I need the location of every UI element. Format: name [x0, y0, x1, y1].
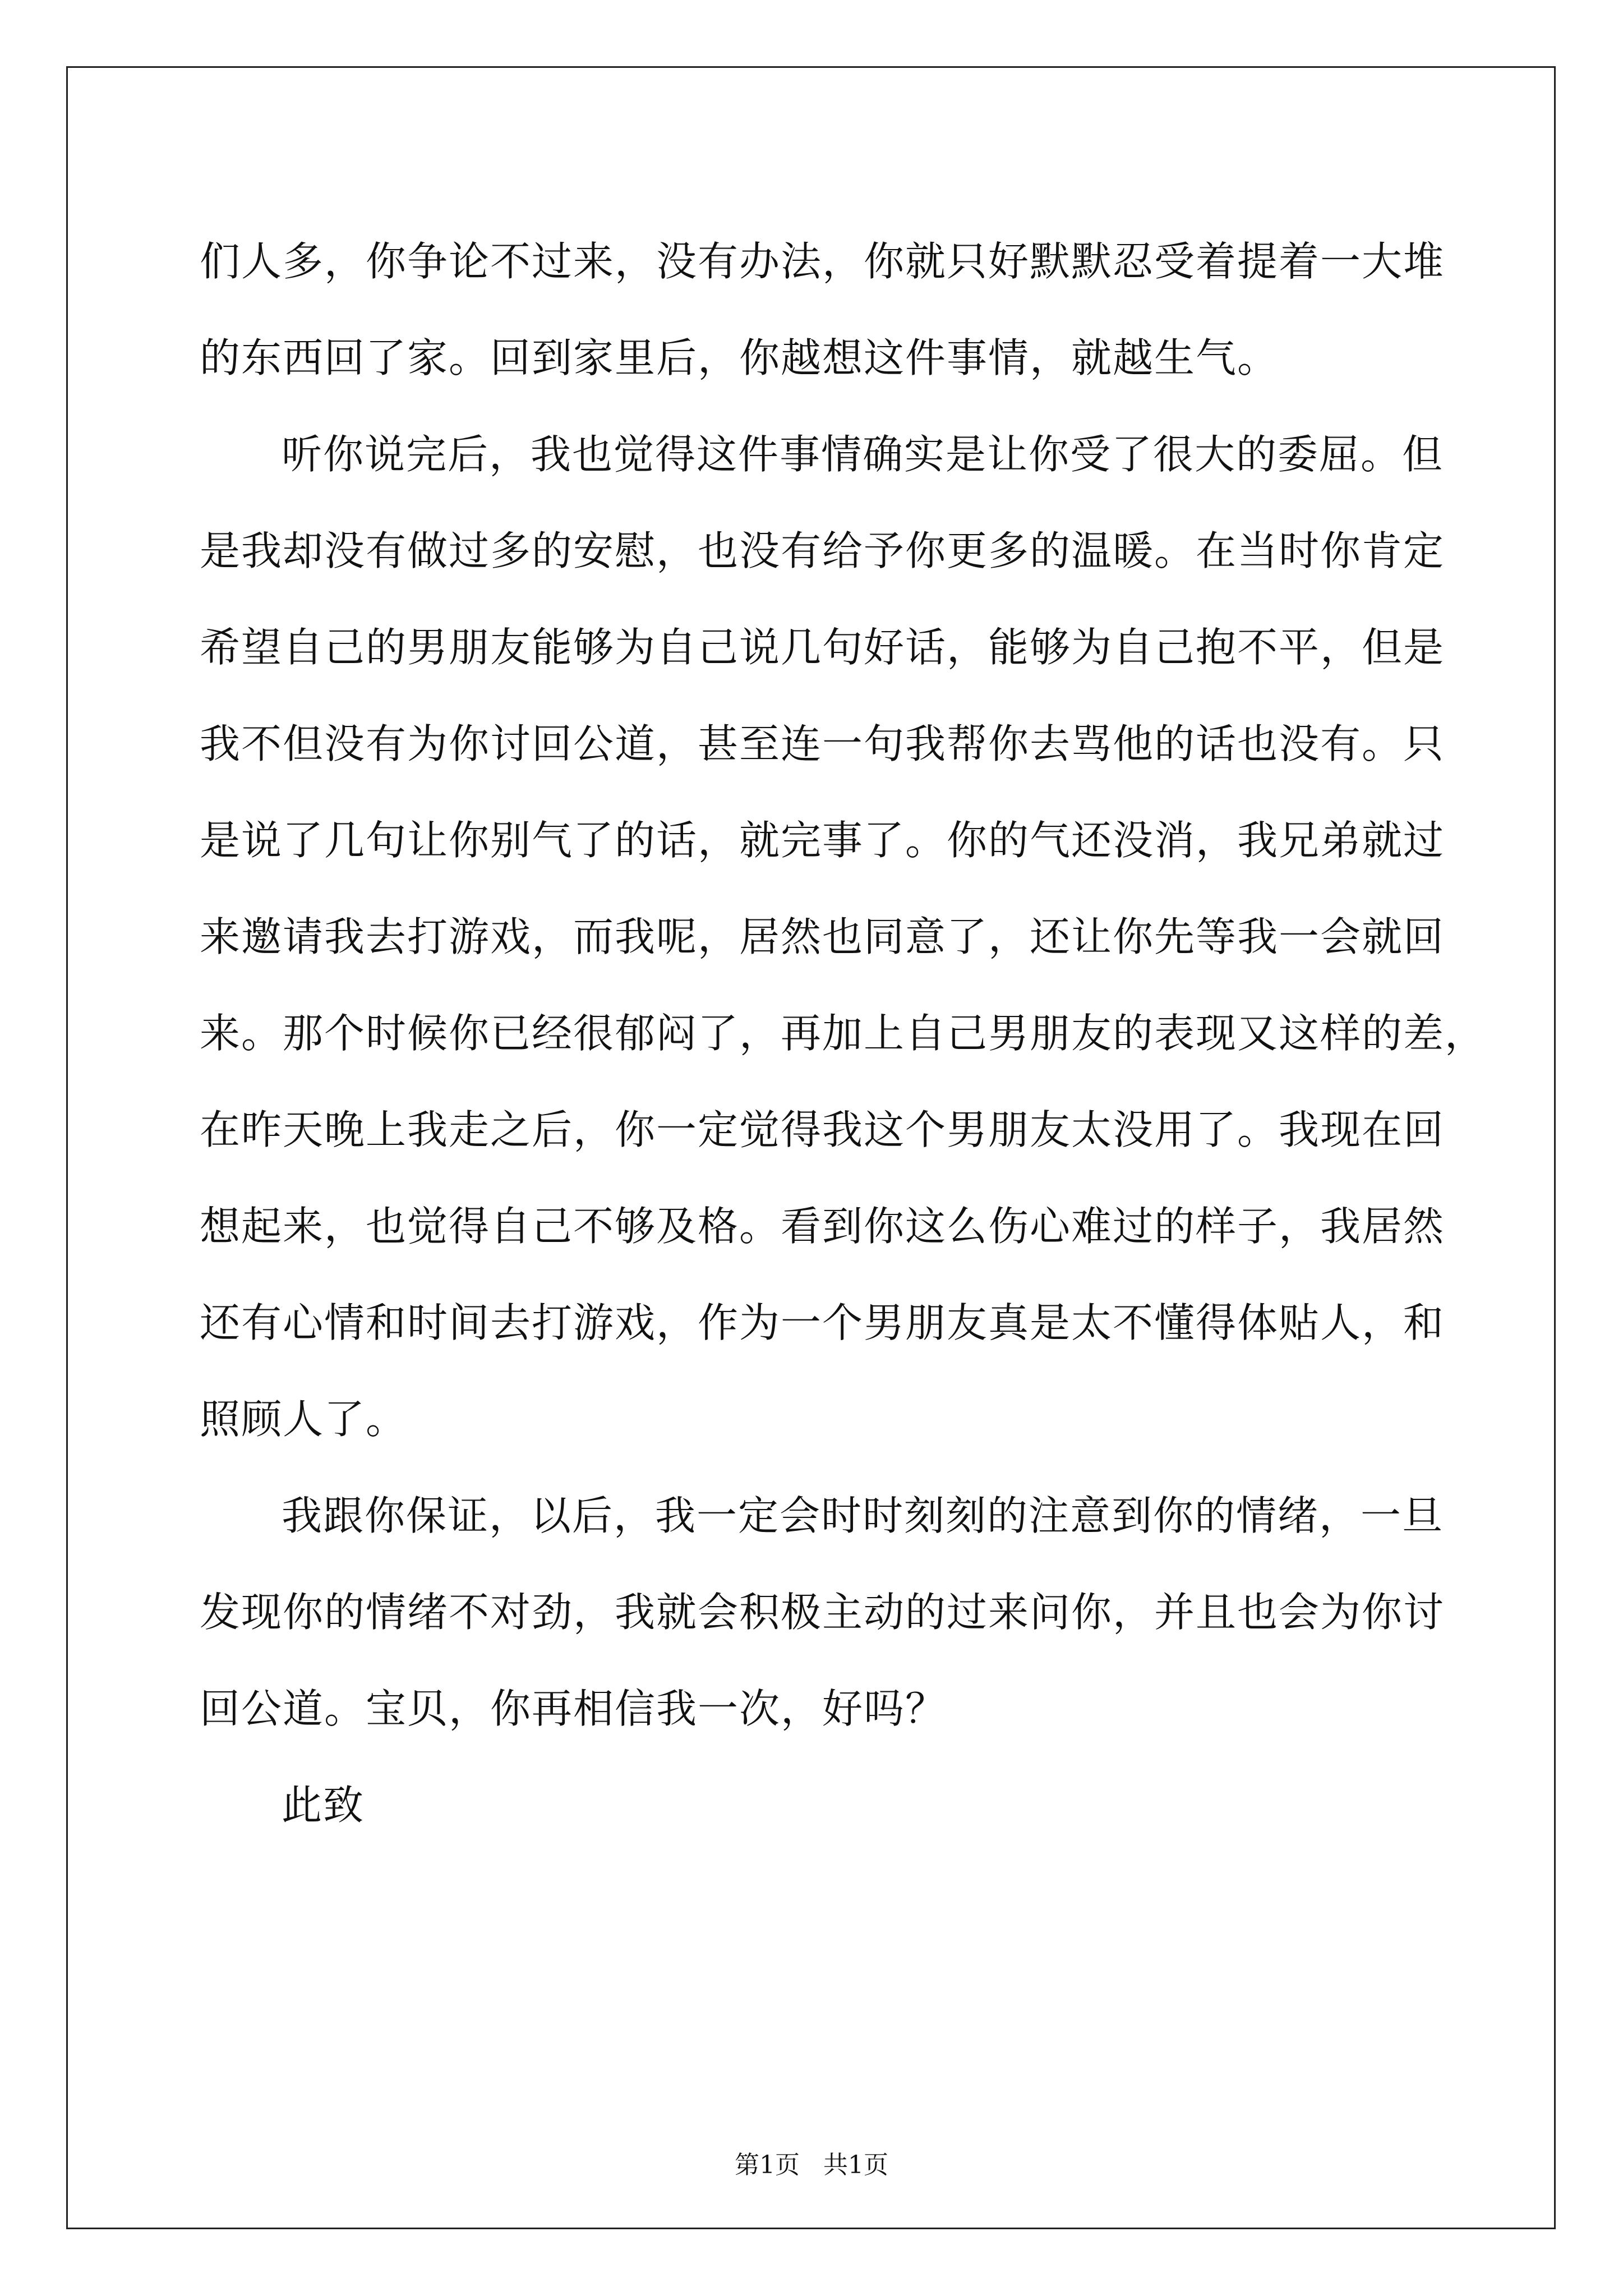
- text-line: 是我却没有做过多的安慰，也没有给予你更多的温暖。在当时你肯定: [200, 527, 1445, 574]
- text-line: 在昨天晚上我走之后，你一定觉得我这个男朋友太没用了。我现在回: [200, 1106, 1445, 1153]
- text-line: 我跟你保证，以后，我一定会时时刻刻的注意到你的情绪，一旦: [282, 1492, 1444, 1539]
- text-line: 听你说完后，我也觉得这件事情确实是让你受了很大的委屈。但: [282, 431, 1444, 478]
- text-line: 的东西回了家。回到家里后，你越想这件事情，就越生气。: [200, 334, 1279, 381]
- text-line: 照顾人了。: [200, 1396, 408, 1443]
- text-line: 我不但没有为你讨回公道，甚至连一句我帮你去骂他的话也没有。只: [200, 720, 1445, 767]
- text-line: 想起来，也觉得自己不够及格。看到你这么伤心难过的样子，我居然: [200, 1203, 1445, 1250]
- text-line: 来邀请我去打游戏，而我呢，居然也同意了，还让你先等我一会就回: [200, 913, 1445, 960]
- text-line: 回公道。宝贝，你再相信我一次，好吗？: [200, 1685, 947, 1732]
- text-line: 希望自己的男朋友能够为自己说几句好话，能够为自己抱不平，但是: [200, 624, 1445, 671]
- text-line: 是说了几句让你别气了的话，就完事了。你的气还没消，我兄弟就过: [200, 817, 1445, 864]
- text-line: 还有心情和时间去打游戏，作为一个男朋友真是太不懂得体贴人，和: [200, 1299, 1445, 1346]
- document-body: [200, 213, 1487, 1853]
- closing-line: 此致: [282, 1782, 365, 1829]
- page-footer: 第1页 共1页: [735, 2151, 888, 2179]
- text-line: 来。那个时候你已经很郁闷了，再加上自己男朋友的表现又这样的差，: [200, 1010, 1487, 1057]
- text-line: 发现你的情绪不对劲，我就会积极主动的过来问你，并且也会为你讨: [200, 1589, 1445, 1636]
- text-line: 们人多，你争论不过来，没有办法，你就只好默默忍受着提着一大堆: [200, 238, 1445, 285]
